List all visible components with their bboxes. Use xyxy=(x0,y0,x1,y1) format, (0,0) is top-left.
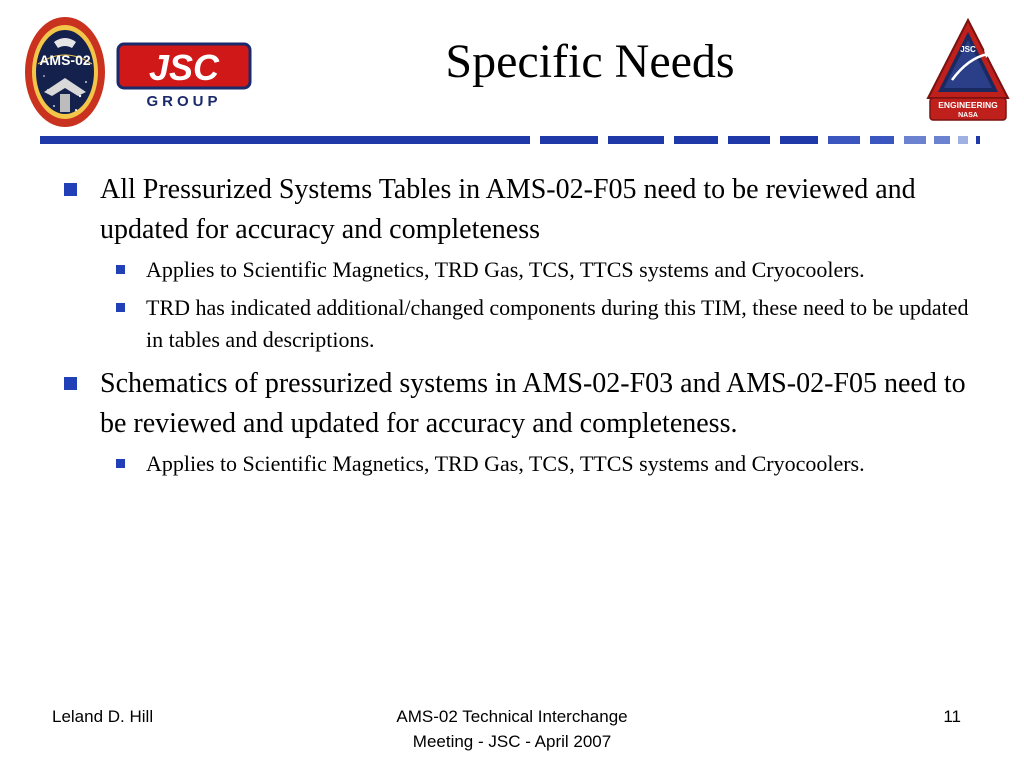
jsc-group-logo xyxy=(116,40,252,110)
square-bullet-icon xyxy=(64,377,77,390)
square-bullet-icon xyxy=(116,303,125,312)
jsc-engineering-nasa-logo xyxy=(926,18,1010,122)
footer-event-line-1: AMS-02 Technical Interchange xyxy=(396,707,628,726)
ams-patch-label: AMS-02 xyxy=(39,52,91,68)
slide-title: Specific Needs xyxy=(445,35,735,88)
sub-bullet-item xyxy=(100,292,972,356)
jsc-logo-group-text: GROUP xyxy=(146,93,222,110)
bullet-list xyxy=(62,170,972,488)
bullet-item xyxy=(62,170,972,356)
sub-bullet-list xyxy=(100,448,972,480)
footer-event xyxy=(362,704,662,754)
square-bullet-icon xyxy=(116,265,125,274)
square-bullet-icon xyxy=(64,183,77,196)
bullet-text: Schematics of pressurized systems in AMS-02-F03 and AMS-02-F05 need to be reviewed and updated for accuracy and completeness. xyxy=(100,368,966,439)
title-divider-bar xyxy=(40,136,984,146)
ams-02-mission-patch-logo xyxy=(24,16,106,128)
sub-bullet-list xyxy=(100,254,972,356)
bullet-text: All Pressurized Systems Tables in AMS-02-F05 need to be reviewed and updated for accuracy and completeness xyxy=(100,174,916,245)
bullet-item xyxy=(62,364,972,480)
footer-author: Leland D. Hill xyxy=(52,707,154,726)
eng-logo-jsc-text: JSC xyxy=(960,45,976,54)
eng-logo-nasa-text: NASA xyxy=(958,112,978,119)
eng-logo-engineering-text: ENGINEERING xyxy=(938,100,998,110)
sub-bullet-text: Applies to Scientific Magnetics, TRD Gas, TCS, TTCS systems and Cryocoolers. xyxy=(146,257,865,282)
slide-footer xyxy=(0,702,1024,762)
footer-page-number: 11 xyxy=(943,707,961,726)
sub-bullet-text: TRD has indicated additional/changed components during this TIM, these need to be updated in tables and descriptions. xyxy=(146,295,969,352)
footer-event-line-2: Meeting - JSC - April 2007 xyxy=(412,732,612,751)
sub-bullet-item xyxy=(100,254,972,286)
sub-bullet-text: Applies to Scientific Magnetics, TRD Gas, TCS, TTCS systems and Cryocoolers. xyxy=(146,451,865,476)
jsc-logo-letters: JSC xyxy=(148,47,220,88)
sub-bullet-item xyxy=(100,448,972,480)
square-bullet-icon xyxy=(116,459,125,468)
